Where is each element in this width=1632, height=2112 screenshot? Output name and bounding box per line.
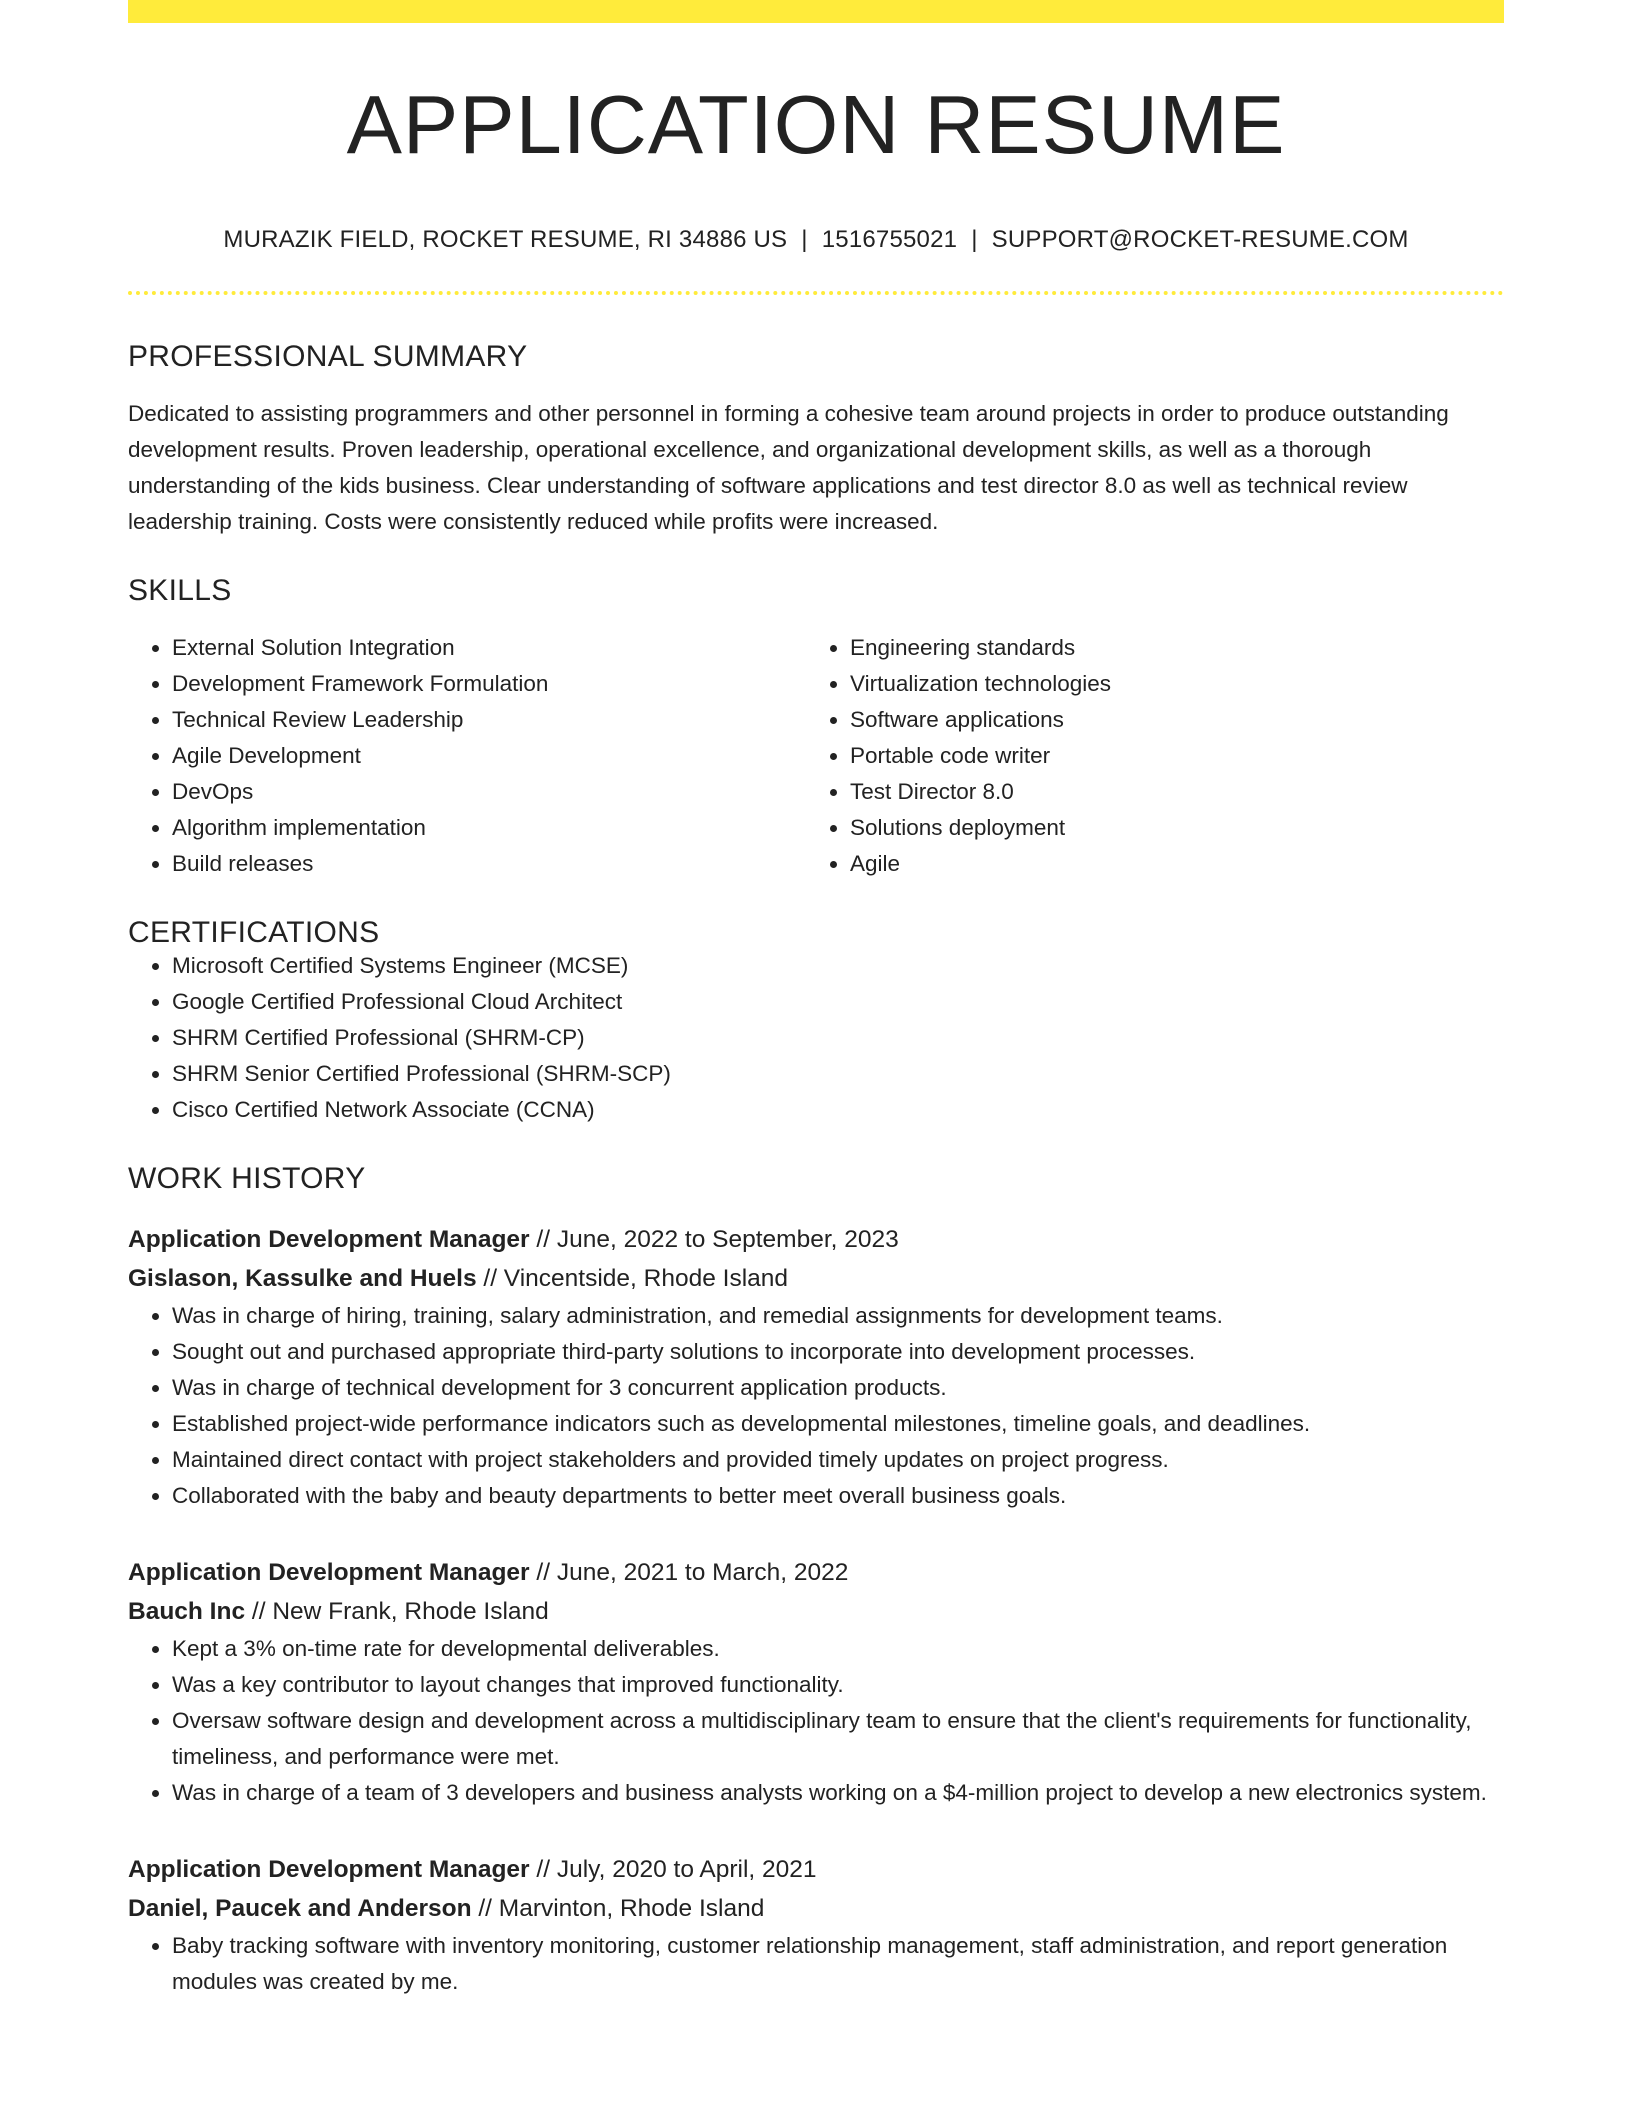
job-location: // New Frank, Rhode Island — [251, 1598, 549, 1625]
contact-address: MURAZIK FIELD, ROCKET RESUME, RI 34886 US — [223, 226, 788, 253]
certifications-heading: CERTIFICATIONS — [128, 916, 380, 949]
job-title-line — [128, 1220, 1504, 1259]
job-entry — [128, 1220, 1504, 1514]
job-bullets — [128, 1928, 1504, 2000]
skill-item: • Virtualization technologies — [850, 666, 1484, 702]
job-bullet: • Established project-wide performance indicators such as developmental milestones, timeline goals, and deadlines. — [172, 1406, 1504, 1442]
contact-phone: 1516755021 — [821, 226, 958, 253]
skill-item: • Agile Development — [172, 738, 806, 774]
skills-list-right — [806, 630, 1484, 882]
job-bullets — [128, 1631, 1504, 1811]
skills-column-left — [128, 630, 806, 882]
certification-item: • Microsoft Certified Systems Engineer (MCSE) — [172, 948, 1504, 984]
contact-separator: | — [971, 226, 978, 253]
certification-item: • Cisco Certified Network Associate (CCNA) — [172, 1092, 1504, 1128]
summary-heading: PROFESSIONAL SUMMARY — [128, 340, 528, 373]
job-company: Daniel, Paucek and Anderson — [128, 1895, 472, 1922]
skill-item: • Solutions deployment — [850, 810, 1484, 846]
skills-grid — [128, 630, 1504, 882]
job-company: Gislason, Kassulke and Huels — [128, 1265, 477, 1292]
job-bullet: • Oversaw software design and development across a multidisciplinary team to ensure that the client's requirements for functionality, timeliness, and performance were met. — [172, 1703, 1504, 1775]
job-company-line — [128, 1889, 1504, 1928]
job-title: Application Development Manager — [128, 1856, 530, 1883]
job-dates: // June, 2021 to March, 2022 — [536, 1559, 849, 1586]
certification-item: • SHRM Senior Certified Professional (SHRM-SCP) — [172, 1056, 1504, 1092]
certification-item: • Google Certified Professional Cloud Architect — [172, 984, 1504, 1020]
certification-item: • SHRM Certified Professional (SHRM-CP) — [172, 1020, 1504, 1056]
job-title-line — [128, 1850, 1504, 1889]
skill-item: • Algorithm implementation — [172, 810, 806, 846]
skills-list-left — [128, 630, 806, 882]
job-entry — [128, 1553, 1504, 1811]
job-bullet: • Was in charge of a team of 3 developers and business analysts working on a $4-million project to develop a new electronics system. — [172, 1775, 1504, 1811]
resume-page — [128, 0, 1504, 2000]
job-bullet: • Was a key contributor to layout changes that improved functionality. — [172, 1667, 1504, 1703]
skill-item: • Portable code writer — [850, 738, 1484, 774]
job-location: // Marvinton, Rhode Island — [478, 1895, 765, 1922]
contact-line — [128, 228, 1504, 252]
job-dates: // July, 2020 to April, 2021 — [536, 1856, 817, 1883]
skill-item: • Development Framework Formulation — [172, 666, 806, 702]
accent-top-bar — [128, 0, 1504, 23]
skill-item: • Software applications — [850, 702, 1484, 738]
job-dates: // June, 2022 to September, 2023 — [536, 1226, 899, 1253]
job-bullet: • Maintained direct contact with project stakeholders and provided timely updates on project progress. — [172, 1442, 1504, 1478]
skills-heading: SKILLS — [128, 574, 232, 607]
skill-item: • Engineering standards — [850, 630, 1484, 666]
header-divider — [128, 291, 1504, 295]
job-bullet: • Was in charge of technical development for 3 concurrent application products. — [172, 1370, 1504, 1406]
job-bullet: • Baby tracking software with inventory monitoring, customer relationship management, staff administration, and report generation modules was created by me. — [172, 1928, 1504, 2000]
job-bullets — [128, 1298, 1504, 1514]
resume-title: APPLICATION RESUME — [346, 78, 1286, 171]
job-bullet: • Kept a 3% on-time rate for developmental deliverables. — [172, 1631, 1504, 1667]
contact-email: SUPPORT@ROCKET-RESUME.COM — [991, 226, 1409, 253]
job-company-line — [128, 1592, 1504, 1631]
job-title-line — [128, 1553, 1504, 1592]
work-history-heading: WORK HISTORY — [128, 1162, 366, 1195]
skill-item: • Test Director 8.0 — [850, 774, 1484, 810]
skill-item: • Technical Review Leadership — [172, 702, 806, 738]
contact-separator: | — [801, 226, 808, 253]
job-company-line — [128, 1259, 1504, 1298]
skill-item: • DevOps — [172, 774, 806, 810]
skill-item: • Agile — [850, 846, 1484, 882]
job-bullet: • Was in charge of hiring, training, salary administration, and remedial assignments for development teams. — [172, 1298, 1504, 1334]
job-bullet: • Sought out and purchased appropriate third-party solutions to incorporate into development processes. — [172, 1334, 1504, 1370]
job-title: Application Development Manager — [128, 1559, 530, 1586]
certifications-list — [128, 948, 1504, 1128]
skills-column-right — [806, 630, 1484, 882]
job-title: Application Development Manager — [128, 1226, 530, 1253]
job-company: Bauch Inc — [128, 1598, 246, 1625]
job-entry — [128, 1850, 1504, 2000]
summary-text: Dedicated to assisting programmers and other personnel in forming a cohesive team around projects in order to produce outstanding development results. Proven leadership, operational excellence, and organizational development skills, as well as a thorough understanding of the kids business. Clear understanding of software applications and test director 8.0 as well as technical review leadership training. Costs were consistently reduced while profits were increased. — [128, 401, 1449, 534]
skill-item: • Build releases — [172, 846, 806, 882]
job-location: // Vincentside, Rhode Island — [483, 1265, 789, 1292]
job-bullet: • Collaborated with the baby and beauty departments to better meet overall business goals. — [172, 1478, 1504, 1514]
skill-item: • External Solution Integration — [172, 630, 806, 666]
